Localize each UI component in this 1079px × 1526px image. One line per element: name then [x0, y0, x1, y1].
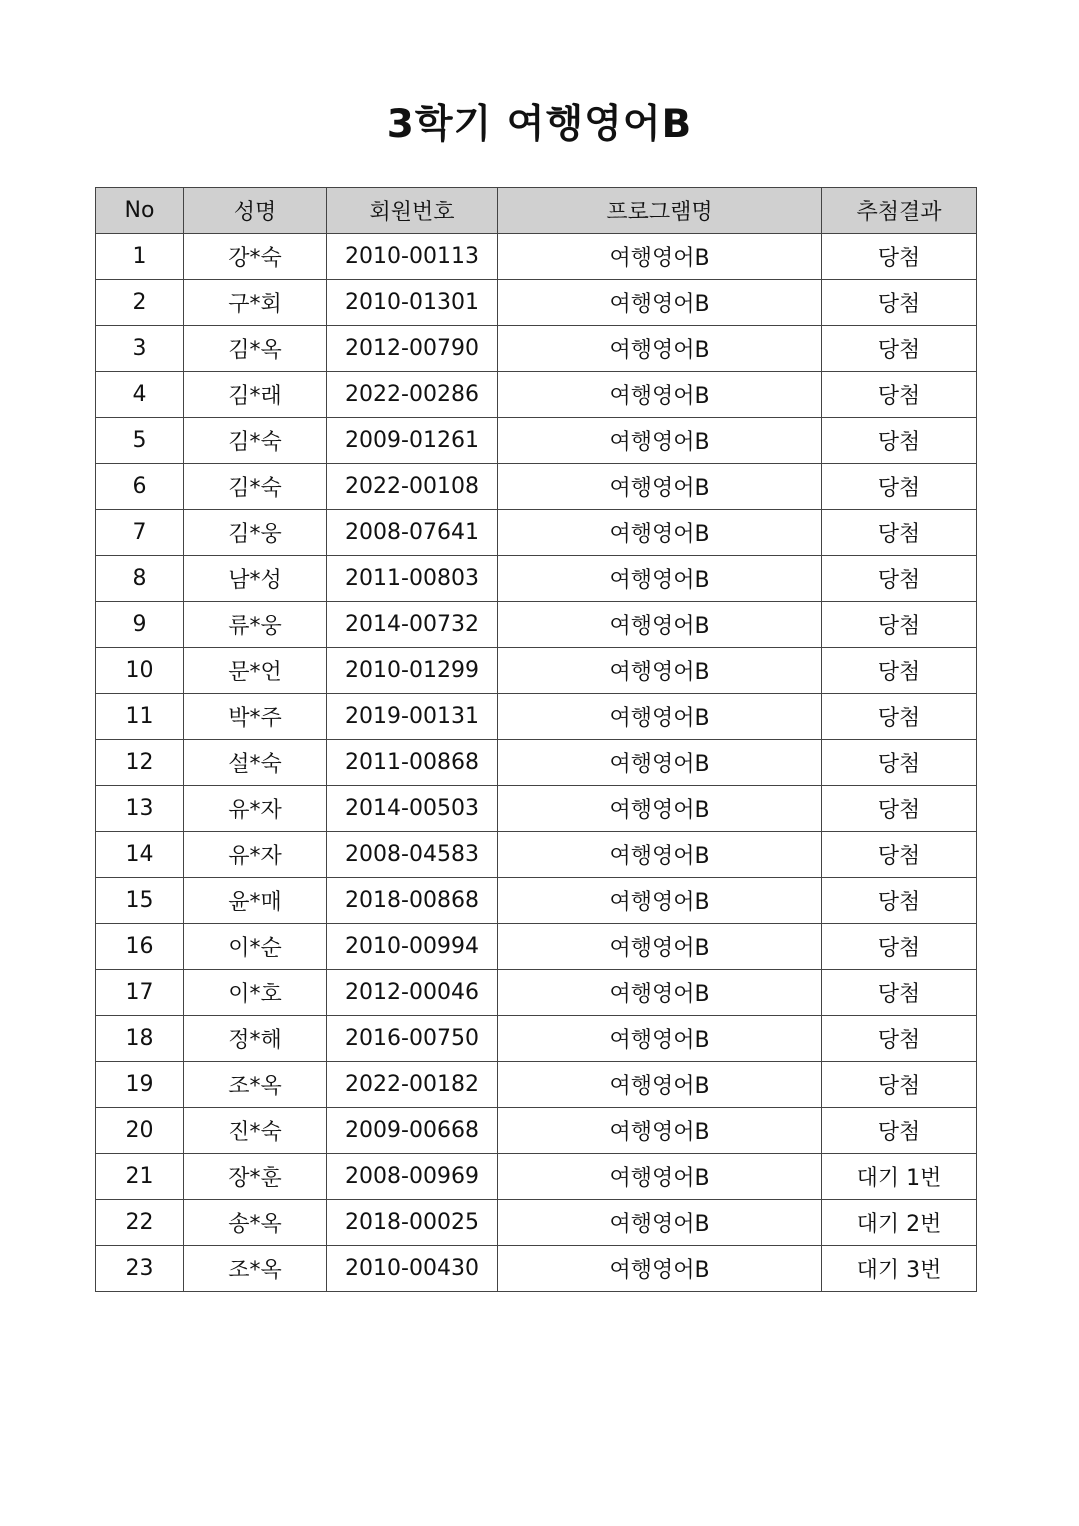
- cell-member-id: 2022-00286: [327, 372, 498, 418]
- header-member-id: 회원번호: [327, 188, 498, 234]
- table-row: [96, 372, 977, 418]
- cell-program: 여행영어B: [498, 1016, 822, 1062]
- cell-no: 7: [96, 510, 184, 556]
- cell-no: 18: [96, 1016, 184, 1062]
- cell-no: 5: [96, 418, 184, 464]
- cell-no: 16: [96, 924, 184, 970]
- cell-no: 3: [96, 326, 184, 372]
- table-row: [96, 418, 977, 464]
- cell-name: 설*숙: [184, 740, 327, 786]
- cell-program: 여행영어B: [498, 1154, 822, 1200]
- cell-name: 김*옥: [184, 326, 327, 372]
- cell-name: 유*자: [184, 786, 327, 832]
- cell-no: 23: [96, 1246, 184, 1292]
- table-row: [96, 740, 977, 786]
- cell-program: 여행영어B: [498, 694, 822, 740]
- table-row: [96, 510, 977, 556]
- cell-member-id: 2010-00430: [327, 1246, 498, 1292]
- cell-program: 여행영어B: [498, 878, 822, 924]
- cell-member-id: 2022-00182: [327, 1062, 498, 1108]
- cell-no: 2: [96, 280, 184, 326]
- cell-result: 당첨: [822, 786, 977, 832]
- cell-name: 구*회: [184, 280, 327, 326]
- cell-no: 21: [96, 1154, 184, 1200]
- cell-name: 이*순: [184, 924, 327, 970]
- table-row: [96, 694, 977, 740]
- cell-member-id: 2014-00732: [327, 602, 498, 648]
- cell-name: 김*래: [184, 372, 327, 418]
- cell-program: 여행영어B: [498, 648, 822, 694]
- cell-result: 당첨: [822, 740, 977, 786]
- cell-name: 강*숙: [184, 234, 327, 280]
- cell-no: 15: [96, 878, 184, 924]
- cell-member-id: 2008-04583: [327, 832, 498, 878]
- cell-result: 당첨: [822, 924, 977, 970]
- header-result: 추첨결과: [822, 188, 977, 234]
- cell-program: 여행영어B: [498, 326, 822, 372]
- cell-member-id: 2008-07641: [327, 510, 498, 556]
- cell-name: 문*언: [184, 648, 327, 694]
- cell-member-id: 2010-00994: [327, 924, 498, 970]
- table-row: [96, 832, 977, 878]
- cell-no: 13: [96, 786, 184, 832]
- cell-result: 대기 1번: [822, 1154, 977, 1200]
- table-row: [96, 1200, 977, 1246]
- cell-member-id: 2010-00113: [327, 234, 498, 280]
- cell-result: 당첨: [822, 878, 977, 924]
- cell-name: 이*호: [184, 970, 327, 1016]
- table-row: [96, 1246, 977, 1292]
- header-no: No: [96, 188, 184, 234]
- cell-no: 12: [96, 740, 184, 786]
- cell-program: 여행영어B: [498, 1108, 822, 1154]
- cell-program: 여행영어B: [498, 464, 822, 510]
- header-program: 프로그램명: [498, 188, 822, 234]
- page-title: 3학기 여행영어B: [386, 102, 693, 147]
- cell-program: 여행영어B: [498, 602, 822, 648]
- cell-no: 9: [96, 602, 184, 648]
- cell-name: 조*옥: [184, 1062, 327, 1108]
- cell-result: 당첨: [822, 602, 977, 648]
- cell-result: 당첨: [822, 556, 977, 602]
- table-row: [96, 1062, 977, 1108]
- cell-name: 류*웅: [184, 602, 327, 648]
- cell-no: 4: [96, 372, 184, 418]
- cell-name: 장*훈: [184, 1154, 327, 1200]
- cell-member-id: 2010-01301: [327, 280, 498, 326]
- cell-result: 당첨: [822, 510, 977, 556]
- cell-name: 박*주: [184, 694, 327, 740]
- cell-program: 여행영어B: [498, 234, 822, 280]
- cell-no: 17: [96, 970, 184, 1016]
- lottery-result-table: [95, 187, 977, 1292]
- cell-name: 남*성: [184, 556, 327, 602]
- table-row: [96, 970, 977, 1016]
- cell-program: 여행영어B: [498, 1200, 822, 1246]
- cell-program: 여행영어B: [498, 970, 822, 1016]
- cell-program: 여행영어B: [498, 1246, 822, 1292]
- cell-member-id: 2016-00750: [327, 1016, 498, 1062]
- table-row: [96, 1016, 977, 1062]
- cell-member-id: 2014-00503: [327, 786, 498, 832]
- cell-member-id: 2011-00868: [327, 740, 498, 786]
- cell-program: 여행영어B: [498, 280, 822, 326]
- cell-name: 김*숙: [184, 464, 327, 510]
- table-row: [96, 326, 977, 372]
- cell-result: 당첨: [822, 832, 977, 878]
- table-row: [96, 924, 977, 970]
- cell-no: 11: [96, 694, 184, 740]
- table-row: [96, 786, 977, 832]
- cell-result: 당첨: [822, 648, 977, 694]
- cell-no: 19: [96, 1062, 184, 1108]
- cell-result: 당첨: [822, 1108, 977, 1154]
- cell-program: 여행영어B: [498, 832, 822, 878]
- cell-member-id: 2012-00790: [327, 326, 498, 372]
- cell-program: 여행영어B: [498, 924, 822, 970]
- table-row: [96, 464, 977, 510]
- cell-program: 여행영어B: [498, 372, 822, 418]
- table-row: [96, 556, 977, 602]
- cell-no: 6: [96, 464, 184, 510]
- cell-result: 당첨: [822, 970, 977, 1016]
- cell-name: 김*웅: [184, 510, 327, 556]
- cell-name: 송*옥: [184, 1200, 327, 1246]
- cell-no: 1: [96, 234, 184, 280]
- cell-no: 10: [96, 648, 184, 694]
- cell-program: 여행영어B: [498, 1062, 822, 1108]
- cell-name: 김*숙: [184, 418, 327, 464]
- table-row: [96, 280, 977, 326]
- cell-program: 여행영어B: [498, 556, 822, 602]
- cell-result: 당첨: [822, 418, 977, 464]
- cell-program: 여행영어B: [498, 740, 822, 786]
- cell-result: 대기 2번: [822, 1200, 977, 1246]
- header-name: 성명: [184, 188, 327, 234]
- cell-result: 당첨: [822, 464, 977, 510]
- cell-no: 22: [96, 1200, 184, 1246]
- cell-result: 당첨: [822, 372, 977, 418]
- cell-result: 당첨: [822, 1062, 977, 1108]
- table-header-row: [96, 188, 977, 234]
- cell-member-id: 2019-00131: [327, 694, 498, 740]
- table-row: [96, 602, 977, 648]
- cell-member-id: 2010-01299: [327, 648, 498, 694]
- cell-result: 당첨: [822, 694, 977, 740]
- cell-name: 진*숙: [184, 1108, 327, 1154]
- cell-name: 윤*매: [184, 878, 327, 924]
- cell-no: 20: [96, 1108, 184, 1154]
- cell-name: 조*옥: [184, 1246, 327, 1292]
- cell-member-id: 2022-00108: [327, 464, 498, 510]
- cell-result: 당첨: [822, 280, 977, 326]
- cell-result: 당첨: [822, 234, 977, 280]
- cell-member-id: 2009-00668: [327, 1108, 498, 1154]
- table-row: [96, 1108, 977, 1154]
- cell-member-id: 2012-00046: [327, 970, 498, 1016]
- cell-member-id: 2008-00969: [327, 1154, 498, 1200]
- cell-result: 대기 3번: [822, 1246, 977, 1292]
- cell-no: 8: [96, 556, 184, 602]
- cell-program: 여행영어B: [498, 510, 822, 556]
- cell-name: 정*해: [184, 1016, 327, 1062]
- cell-member-id: 2011-00803: [327, 556, 498, 602]
- table-row: [96, 1154, 977, 1200]
- cell-program: 여행영어B: [498, 418, 822, 464]
- cell-member-id: 2018-00025: [327, 1200, 498, 1246]
- cell-member-id: 2018-00868: [327, 878, 498, 924]
- cell-result: 당첨: [822, 1016, 977, 1062]
- table-row: [96, 234, 977, 280]
- cell-program: 여행영어B: [498, 786, 822, 832]
- table-row: [96, 648, 977, 694]
- table-row: [96, 878, 977, 924]
- cell-result: 당첨: [822, 326, 977, 372]
- cell-name: 유*자: [184, 832, 327, 878]
- cell-member-id: 2009-01261: [327, 418, 498, 464]
- cell-no: 14: [96, 832, 184, 878]
- table-body: [96, 234, 977, 1292]
